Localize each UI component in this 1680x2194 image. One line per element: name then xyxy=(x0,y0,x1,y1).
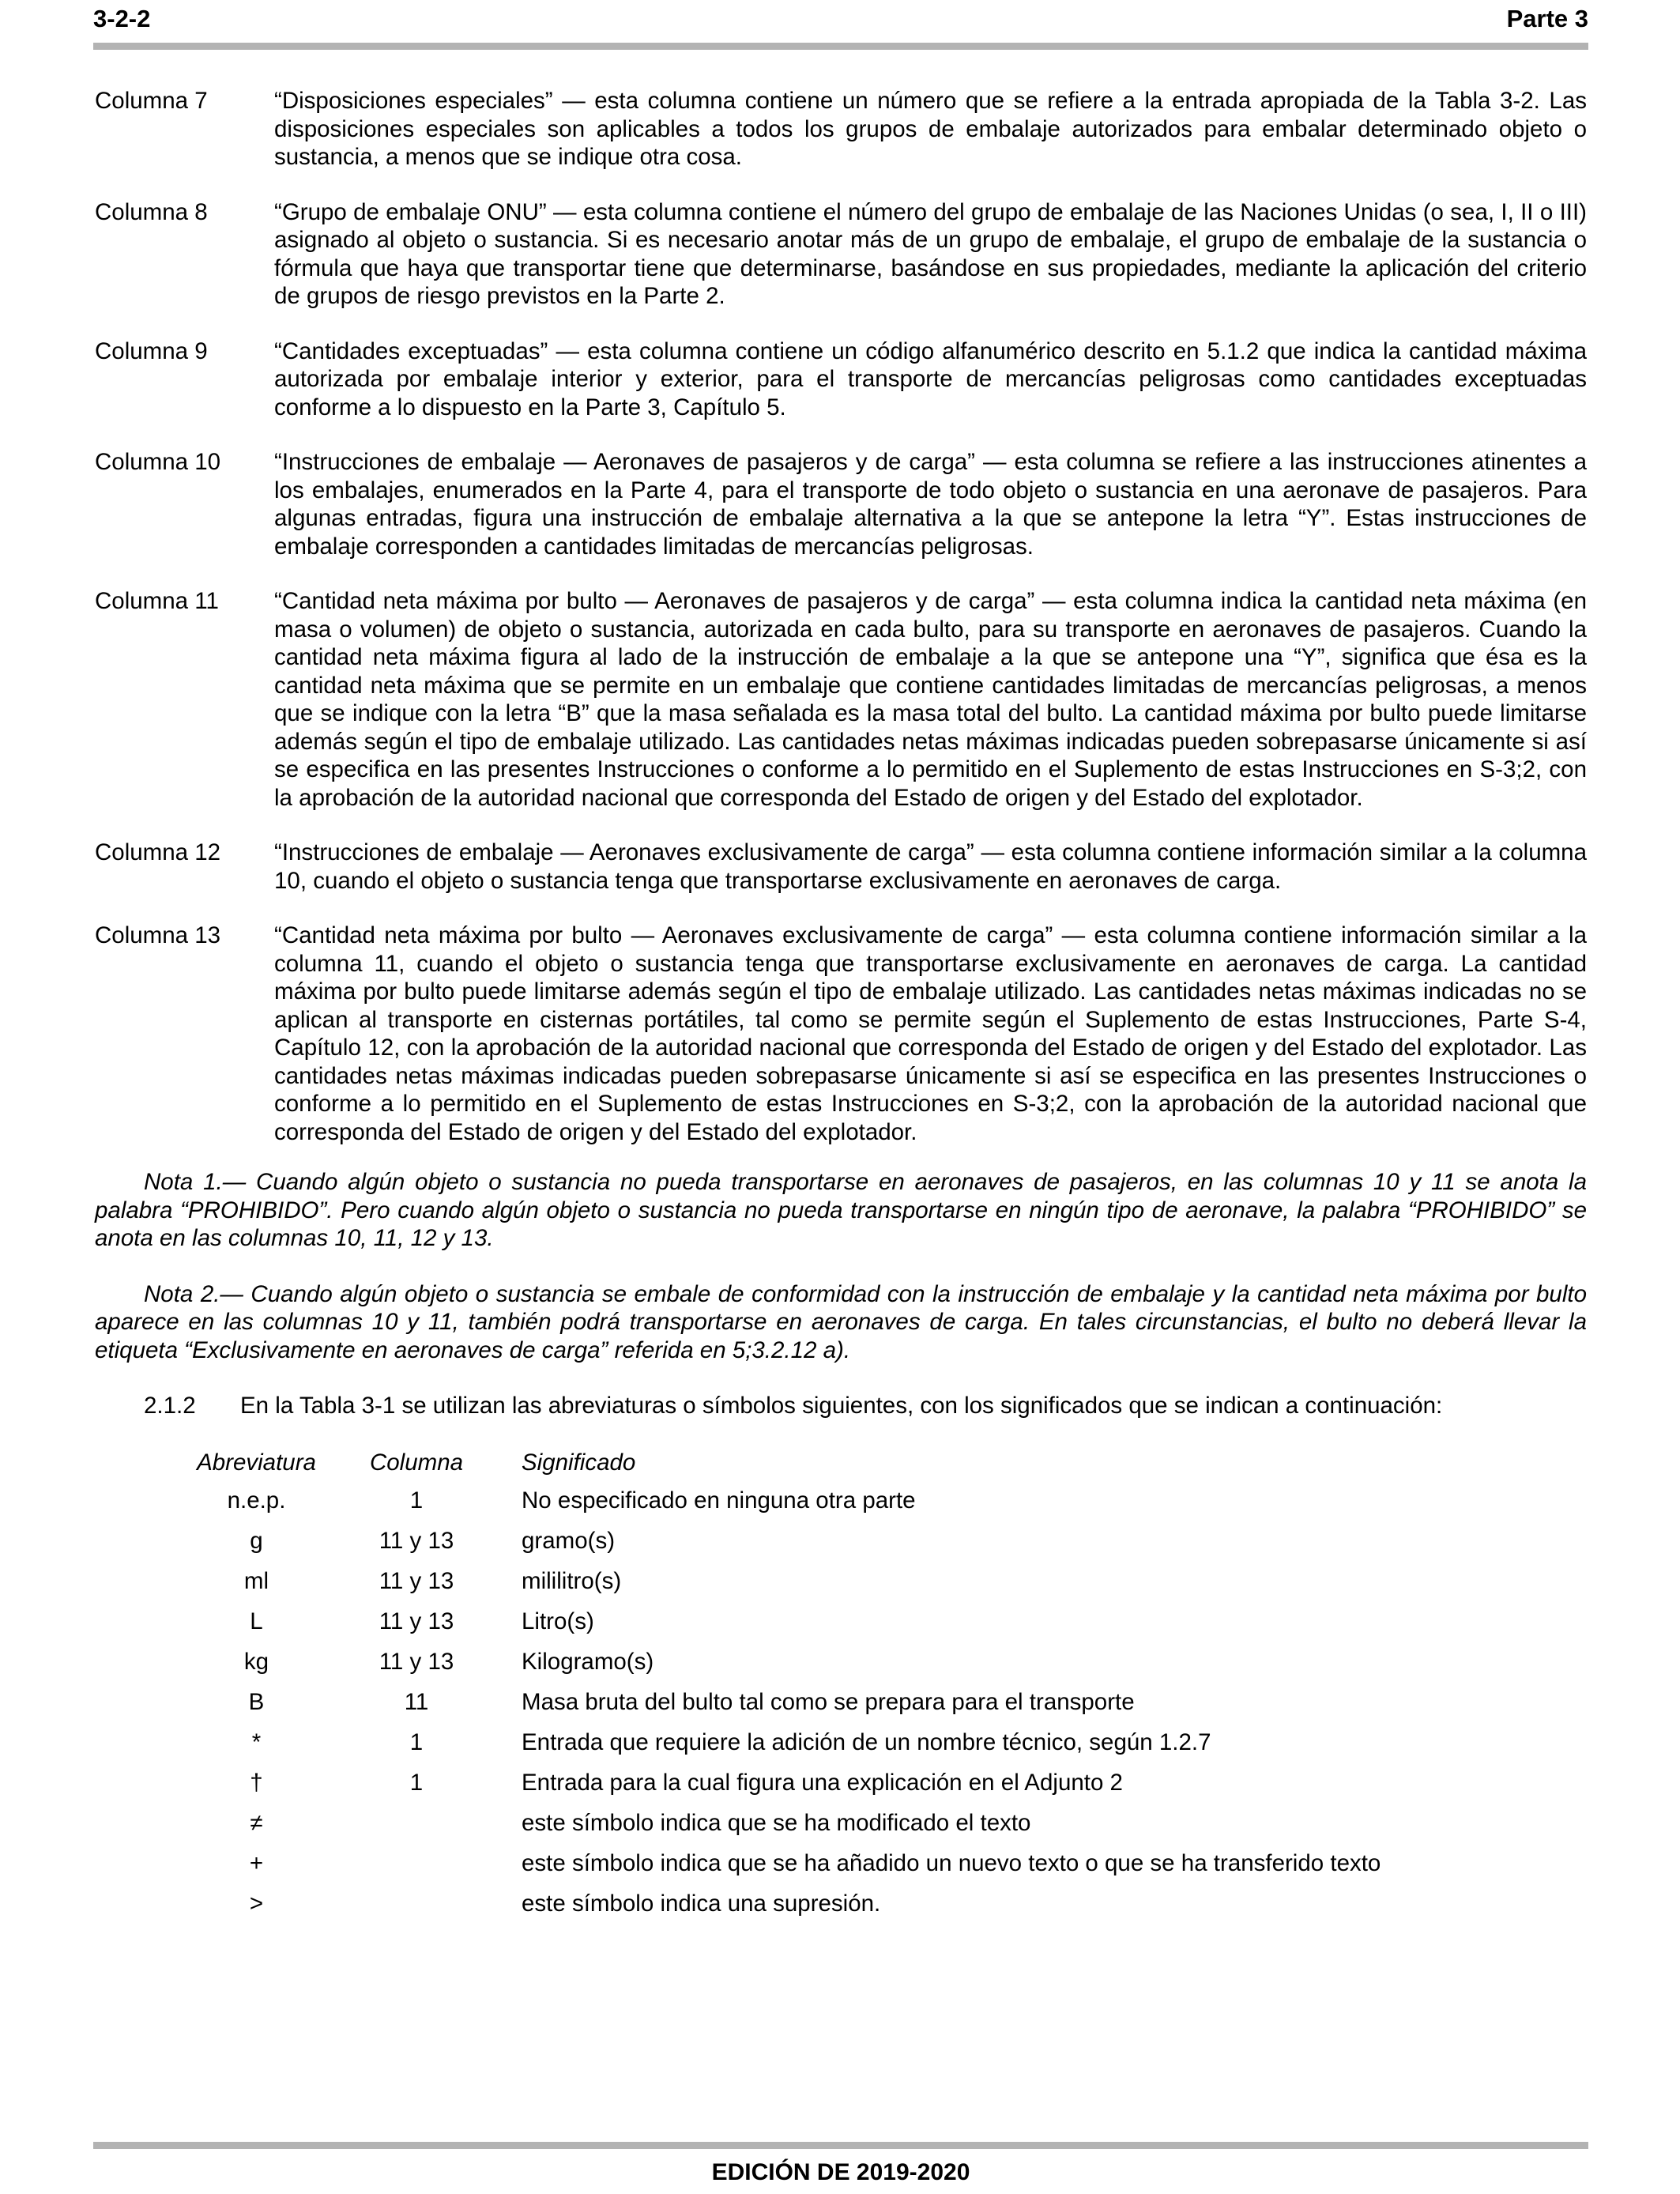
column-cell: 11 y 13 xyxy=(379,1608,454,1635)
part-label: Parte 3 xyxy=(1506,5,1588,32)
column-label: Columna 13 xyxy=(95,922,221,948)
column-label: Columna 8 xyxy=(95,198,208,225)
abbreviation-cell: † xyxy=(250,1770,263,1796)
column-label: Columna 11 xyxy=(95,588,219,614)
page-number: 3-2-2 xyxy=(93,5,151,32)
column-entry-12 xyxy=(95,839,1587,895)
column-description: “Cantidad neta máxima por bulto — Aeronaves exclusivamente de carga” — esta columna contiene información similar a la columna 11, cuando el objeto o sustancia tenga que transportarse exclusivamente en aeronaves de carga. La cantidad máxima por bulto puede limitarse además según el tipo de embalaje utilizado. Las cantidades netas máximas indicadas no se aplican al transporte en cisternas portátiles, tal como se permite según el Suplemento de estas Instrucciones, Parte S-4, Capítulo 12, con la aprobación de la autoridad nacional que corresponda del Estado de origen y del Estado del explotador. Las cantidades netas máximas indicadas pueden sobrepasarse únicamente si así se especifica en las presentes Instrucciones o conforme a lo permitido en el Suplemento de estas Instrucciones en S-3;2, con la aprobación de la autoridad nacional que corresponda del Estado de origen y del Estado del explotador. xyxy=(274,922,1587,1145)
table-row xyxy=(186,1844,1381,1884)
abbreviations-table xyxy=(186,1445,1381,1924)
note-2: Nota 2.— Cuando algún objeto o sustancia se embale de conformidad con la instrucción de embalaje y la cantidad neta máxima por bulto aparece en las columnas 10 y 11, también podrá transportarse en aeronaves de carga. En tales circunstancias, el bulto no deberá llevar la etiqueta “Exclusivamente en aeronaves de carga” referida en 5;3.2.12 a). xyxy=(95,1280,1587,1363)
header-abbreviation: Abreviatura xyxy=(197,1449,316,1476)
table-row xyxy=(186,1683,1381,1723)
column-entry-8 xyxy=(95,198,1587,311)
column-cell: 1 xyxy=(409,1770,424,1796)
column-cell xyxy=(326,1844,507,1884)
column-entry-10 xyxy=(95,448,1587,560)
column-description: “Instrucciones de embalaje — Aeronaves de pasajeros y de carga” — esta columna se refiere a las instrucciones atinentes a los embalajes, enumerados en la Parte 4, para el transporte de todo objeto o sustancia en una aeronave de pasajeros. Para algunas entradas, figura una instrucción de embalaje alternativa a la que se antepone la letra “Y”. Estas instrucciones de embalaje corresponden a cantidades limitadas de mercancías peligrosas. xyxy=(274,449,1587,560)
column-entry-11 xyxy=(95,587,1587,812)
meaning-cell: Entrada para la cual figura una explicación en el Adjunto 2 xyxy=(522,1770,1123,1796)
meaning-cell: este símbolo indica una supresión. xyxy=(522,1891,881,1917)
abbreviation-cell: g xyxy=(250,1528,263,1555)
meaning-cell: gramo(s) xyxy=(522,1528,616,1555)
table-row xyxy=(186,1562,1381,1602)
column-cell: 11 y 13 xyxy=(379,1528,454,1555)
meaning-cell: Litro(s) xyxy=(522,1608,594,1635)
column-label: Columna 7 xyxy=(95,88,208,114)
abbreviation-cell: n.e.p. xyxy=(227,1487,286,1514)
column-cell: 1 xyxy=(409,1729,424,1756)
abbreviation-cell: ≠ xyxy=(250,1810,263,1837)
footer-rule xyxy=(93,2142,1588,2149)
meaning-cell: Kilogramo(s) xyxy=(522,1649,654,1676)
column-entry-13 xyxy=(95,922,1587,1146)
edition-footer: EDICIÓN DE 2019-2020 xyxy=(711,2159,970,2185)
header-meaning: Significado xyxy=(522,1449,636,1476)
paragraph-2-1-2 xyxy=(95,1392,1587,1420)
column-label: Columna 10 xyxy=(95,449,221,475)
abbreviation-cell: * xyxy=(251,1729,262,1756)
abbreviation-cell: B xyxy=(248,1689,265,1716)
column-cell xyxy=(326,1884,507,1924)
column-description: “Cantidad neta máxima por bulto — Aeronaves de pasajeros y de carga” — esta columna indica la cantidad neta máxima (en masa o volumen) de objeto o sustancia, autorizada en cada bulto, para su transporte en aeronaves de pasajeros. Cuando la cantidad neta máxima figura al lado de la instrucción de embalaje a la que se antepone una “Y”, significa que ésa es la cantidad neta máxima que se permite en un embalaje que contiene cantidades limitadas de mercancías peligrosas, a menos que se indique con la letra “B” que la masa señalada es la masa total del bulto. La cantidad máxima por bulto puede limitarse además según el tipo de embalaje utilizado. Las cantidades netas máximas indicadas pueden sobrepasarse únicamente si así se especifica en las presentes Instrucciones o conforme a lo permitido en el Suplemento de estas Instrucciones en S-3;2, con la aprobación de la autoridad nacional que corresponda del Estado de origen y del Estado del explotador. xyxy=(274,588,1587,811)
abbreviation-cell: kg xyxy=(243,1649,269,1676)
paragraph-text: En la Tabla 3-1 se utilizan las abreviaturas o símbolos siguientes, con los significados que se indican a continuación: xyxy=(240,1393,1443,1419)
table-row xyxy=(186,1521,1381,1562)
meaning-cell: Masa bruta del bulto tal como se prepara para el transporte xyxy=(522,1689,1135,1716)
table-header-row xyxy=(186,1445,1381,1481)
abbreviation-cell: L xyxy=(250,1608,263,1635)
column-description: “Grupo de embalaje ONU” — esta columna contiene el número del grupo de embalaje de las Naciones Unidas (o sea, I, II o III) asignado al objeto o sustancia. Si es necesario anotar más de un grupo de embalaje, el grupo de embalaje de la sustancia o fórmula que haya que transportar tiene que determinarse, basándose en sus propiedades, mediante la aplicación del criterio de grupos de riesgo previstos en la Parte 2. xyxy=(274,198,1587,309)
meaning-cell: No especificado en ninguna otra parte xyxy=(522,1487,916,1514)
meaning-cell: mililitro(s) xyxy=(522,1568,622,1595)
table-row xyxy=(186,1602,1381,1642)
column-cell xyxy=(326,1804,507,1844)
table-row xyxy=(186,1481,1381,1521)
meaning-cell: Entrada que requiere la adición de un nombre técnico, según 1.2.7 xyxy=(522,1729,1211,1756)
column-description: “Disposiciones especiales” — esta columna contiene un número que se refiere a la entrada apropiada de la Tabla 3-2. Las disposiciones especiales son aplicables a todos los grupos de embalaje autorizados para embalar determinado objeto o sustancia, a menos que se indique otra cosa. xyxy=(274,88,1587,170)
meaning-cell: este símbolo indica que se ha modificado el texto xyxy=(522,1810,1031,1837)
abbreviation-cell: + xyxy=(249,1850,264,1877)
column-description: “Cantidades exceptuadas” — esta columna contiene un código alfanumérico descrito en 5.1.2 que indica la cantidad máxima autorizada por embalaje interior y exterior, para el transporte de mercancías peligrosas como cantidades exceptuadas conforme a lo dispuesto en la Parte 3, Capítulo 5. xyxy=(274,337,1587,420)
column-cell: 11 y 13 xyxy=(379,1568,454,1595)
table-row xyxy=(186,1763,1381,1804)
column-cell: 11 y 13 xyxy=(379,1649,454,1676)
column-entry-7 xyxy=(95,87,1587,172)
table-row xyxy=(186,1884,1381,1924)
page-header xyxy=(93,0,1588,38)
document-body xyxy=(95,87,1587,1924)
meaning-cell: este símbolo indica que se ha añadido un nuevo texto o que se ha transferido texto xyxy=(522,1850,1381,1877)
header-column: Columna xyxy=(369,1449,464,1476)
abbreviation-cell: ml xyxy=(243,1568,269,1595)
column-label: Columna 12 xyxy=(95,839,221,865)
table-row xyxy=(186,1642,1381,1683)
column-label: Columna 9 xyxy=(95,337,208,364)
column-cell: 1 xyxy=(409,1487,424,1514)
paragraph-number: 2.1.2 xyxy=(144,1393,196,1419)
abbreviation-cell: > xyxy=(249,1891,264,1917)
note-1: Nota 1.— Cuando algún objeto o sustancia no pueda transportarse en aeronaves de pasajeros, en las columnas 10 y 11 se anota la palabra “PROHIBIDO”. Pero cuando algún objeto o sustancia no pueda transportarse en ningún tipo de aeronave, la palabra “PROHIBIDO” se anota en las columnas 10, 11, 12 y 13. xyxy=(95,1169,1587,1251)
column-entry-9 xyxy=(95,337,1587,422)
column-cell: 11 xyxy=(404,1689,429,1716)
table-row xyxy=(186,1723,1381,1763)
header-rule xyxy=(93,43,1588,50)
table-row xyxy=(186,1804,1381,1844)
column-description: “Instrucciones de embalaje — Aeronaves exclusivamente de carga” — esta columna contiene información similar a la columna 10, cuando el objeto o sustancia tenga que transportarse exclusivamente en aeronaves de carga. xyxy=(274,839,1587,894)
